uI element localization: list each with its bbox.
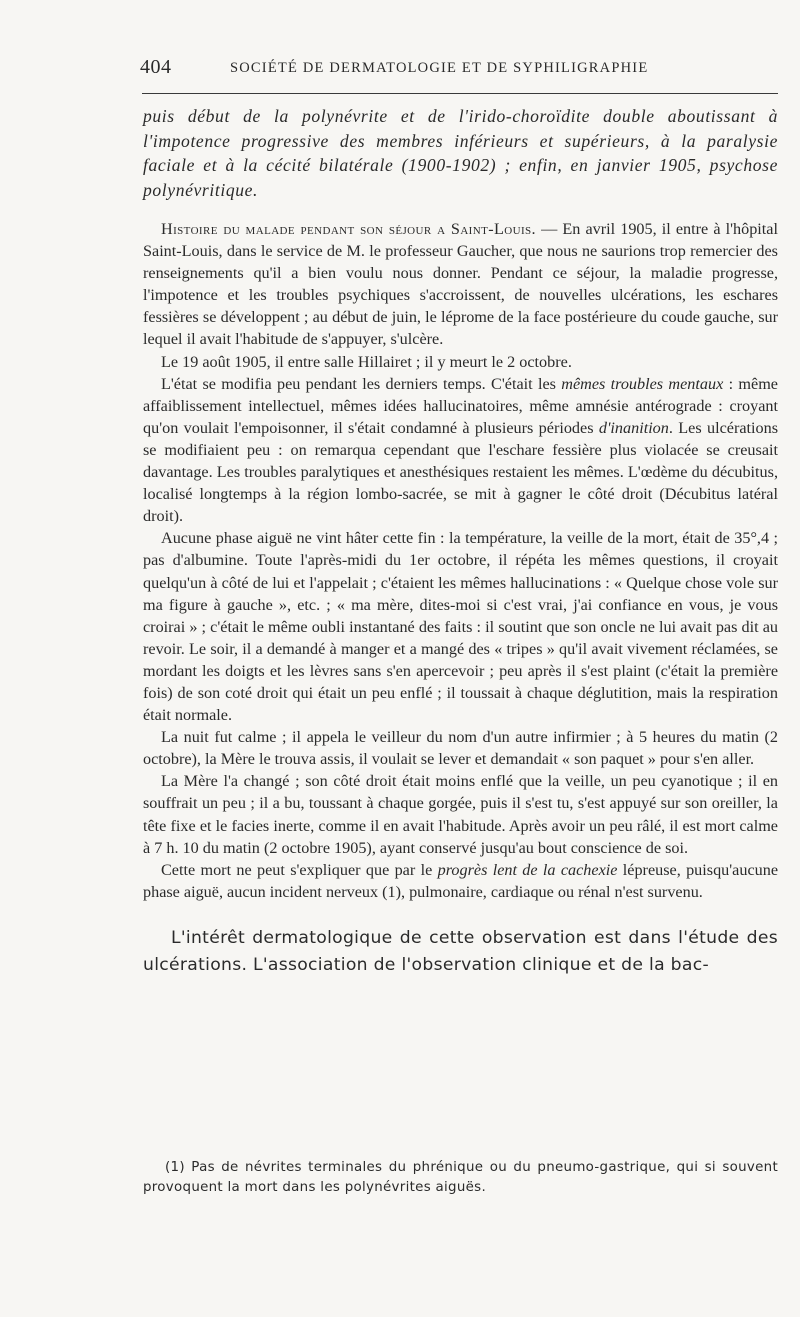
paragraph-text: : même affaiblissement intellectuel, mêmes idées hallucinatoires, même amnésie antérograde : croyant qu'on voulait l'empoisonner, il s'était condamné à plusieurs périodes xyxy=(143,374,778,437)
paragraph-last-day: Aucune phase aiguë ne vint hâter cette fin : la température, la veille de la mort, était de 35°,4 ; pas d'albumine. Toute l'après-midi du 1er octobre, il répéta les mêmes questions, il croyait quelqu'un à côté de lui et l'appelait ; c'étaient les mêmes hallucinations : « Quelque chose vole sur ma figure à gauche », etc. ; « ma mère, dites-moi si c'est vrai, j'ai confiance en vous, je vous croirai » ; c'était le même oubli instantané des faits : il soutint que son oncle ne lui avait pas dit au revoir. Le soir, il a demandé à manger et a mangé des « tripes » qu'il avait vivement réclamées, se mordant les doigts et les lèvres sans s'en apercevoir ; peu après il s'est plaint (c'était la première fois) de son coté droit qui était un peu enflé ; il toussait à chaque déglutition, mais la respiration était normale. xyxy=(143,529,778,725)
paragraph-admission: Le 19 août 1905, il entre salle Hillairet ; il y meurt le 2 octobre. xyxy=(161,352,572,371)
page-header xyxy=(140,56,780,82)
running-title: SOCIÉTÉ DE DERMATOLOGIE ET DE SYPHILIGRAPHIE xyxy=(230,60,649,76)
header-rule xyxy=(142,93,778,94)
emphasis-text: d'inanition xyxy=(598,418,669,437)
paragraph-night: La nuit fut calme ; il appela le veilleur du nom d'un autre infirmier ; à 5 heures du matin (2 octobre), la Mère le trouva assis, il voulait se lever et demandait « son paquet » pour s'en aller. xyxy=(143,728,778,769)
paragraph-cause xyxy=(143,859,778,903)
paragraph-significance: L'intérêt dermatologique de cette observation est dans l'étude des ulcérations. L'association de l'observation clinique et de la bac- xyxy=(143,927,778,975)
paragraph-death: La Mère l'a changé ; son côté droit était moins enflé que la veille, un peu cyanotique ; il en souffrait un peu ; il a bu, toussant à chaque gorgée, puis il s'est tu, s'est appuyé sur son oreiller, la tête fixe et le facies inerte, comme il en avait l'habitude. Après avoir un peu râlé, il est mort calme à 7 h. 10 du matin (2 octobre 1905), ayant conservé jusqu'au bout conscience de soi. xyxy=(143,772,778,857)
paragraph-text: . Les ulcérations se modifiaient peu : on remarqua cependant que l'eschare fessière plus violacée se creusait davantage. Les troubles paralytiques et anesthésiques restaient les mêmes. L'œdème du décubitus, localisé longtemps à la région lombo-sacrée, se mit à gagner le côté droit (Décubitus latéral droit). xyxy=(143,418,779,526)
footnote xyxy=(143,1158,778,1198)
section-heading: Histoire du malade pendant son séjour a Saint-Louis. xyxy=(161,220,536,238)
paragraph-state xyxy=(143,373,778,528)
footnote-text: Pas de névrites terminales du phrénique ou du pneumo-gastrique, qui si souvent provoquent la mort dans les polynévrites aiguës. xyxy=(143,1160,778,1195)
emphasis-text: progrès lent de la cachexie xyxy=(437,860,618,879)
intro-paragraph: puis début de la polynévrite et de l'irido-choroïdite double aboutissant à l'impotence progressive des membres inférieurs et supérieurs, à la paralysie faciale et à la cécité bilatérale (1900-1902) ; enfin, en janvier 1905, psychose polynévritique. xyxy=(143,106,778,200)
footnote-marker: (1) xyxy=(165,1160,185,1175)
paragraph-history xyxy=(143,218,778,351)
emphasis-text: mêmes troubles mentaux xyxy=(561,374,724,393)
paragraph-text: L'état se modifia peu pendant les derniers temps. C'était les xyxy=(161,374,562,393)
paragraph-text: — En avril 1905, il entre à l'hôpital Saint-Louis, dans le service de M. le professeur Gaucher, que nous ne saurions trop remercier des renseignements qu'il a bien voulu nous donner. Pendant ce séjour, la maladie progresse, l'impotence et les troubles psychiques s'accroissent, de nouvelles ulcérations, les eschares fessières se développent ; au début de juin, le léprome de la face postérieure du coude gauche, sur lequel il avait l'habitude de s'appuyer, s'ulcère. xyxy=(143,220,778,349)
page-number: 404 xyxy=(140,56,172,78)
paragraph-text: lépreuse, puisqu'aucune phase aiguë, aucun incident nerveux (1), pulmonaire, cardiaque ou rénal n'est survenu. xyxy=(143,860,779,901)
body-text xyxy=(143,104,778,979)
paragraph-text: Cette mort ne peut s'expliquer que par le xyxy=(161,860,438,879)
